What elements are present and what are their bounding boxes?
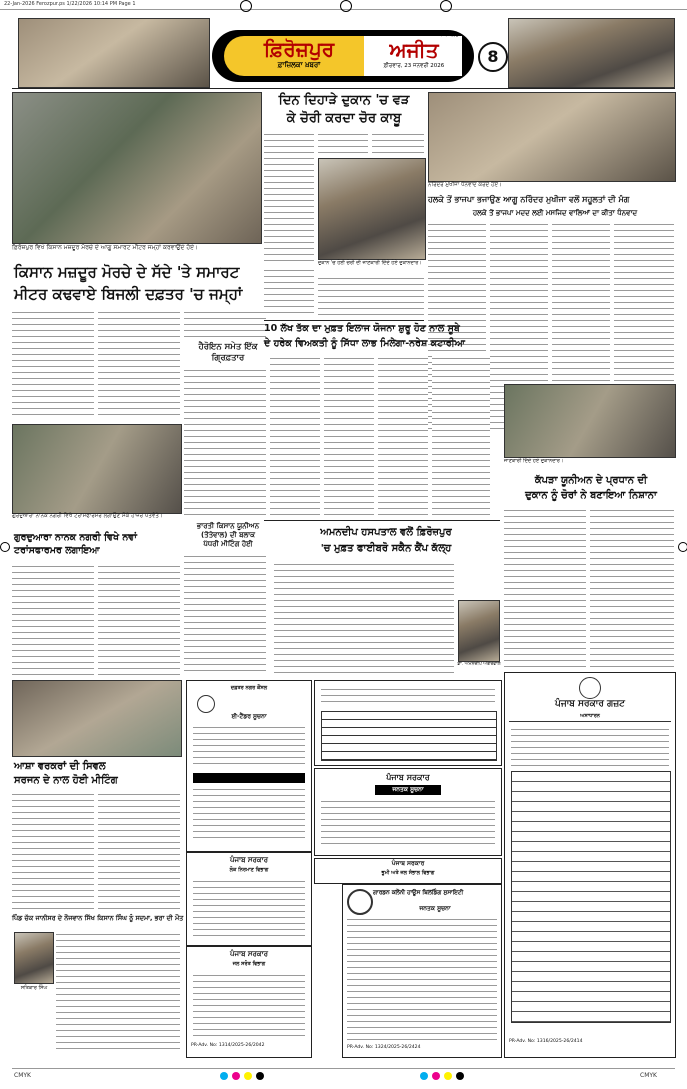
headline-obituary: ਪਿੰਡ ਚੱਕ ਜਾਨੀਸਰ ਦੇ ਨੌਜਵਾਨ ਸਿੱਖ ਕਿਸਾਨ ਸਿੰਘ ਨੂੰ ਸਦਮਾ, ਭਰਾ ਦੀ ਮੌਤ xyxy=(12,914,184,922)
color-swatch-magenta xyxy=(432,1072,440,1080)
ad-title: ਦਫ਼ਤਰ ਨਗਰ ਕੌਂਸਲ xyxy=(230,685,268,691)
photo-doctor xyxy=(458,600,500,662)
article-text xyxy=(270,356,320,516)
headline-shop-theft-2: ਕੇ ਚੋਰੀ ਕਰਦਾ ਚੋਰ ਕਾਬੂ xyxy=(286,111,402,126)
ad-text xyxy=(193,725,305,769)
article-text xyxy=(98,564,180,676)
ad-ro-number: PR-Adv. No: 1324/2025-26/2424 xyxy=(347,1045,421,1050)
divider xyxy=(264,320,424,321)
headline-mukhija: ਹਲਕੇ ਤੋਂ ਭਾਜਪਾ ਭਜਾਉਣ ਆਗੂ ਨਰਿੰਦਰ ਮੁਖੀਜਾ ਵਲੋਂ ਸਹੂਲਤਾਂ ਦੀ ਮੰਗ xyxy=(428,195,630,204)
headline-cloth-shop-1: ਕੱਪੜਾ ਯੂਨੀਅਨ ਦੇ ਪ੍ਰਧਾਨ ਦੀ xyxy=(534,475,648,486)
article-text xyxy=(98,792,180,910)
masthead-subtitle: ਫ਼ਾਜ਼ਿਲਕਾ ਖ਼ਬਰਾਂ xyxy=(277,61,321,69)
caption-farmers: ਫ਼ਿਰੋਜ਼ਪੁਰ ਵਿਖੇ ਕਿਸਾਨ ਮਜ਼ਦੂਰ ਮੋਰਚੇ ਦੇ ਆਗੂ ਸਮਾਰਟ ਮੀਟਰ ਜਮ੍ਹਾਂ ਕਰਵਾਉਂਦੇ ਹੋਏ। xyxy=(12,244,199,251)
registration-mark-icon xyxy=(0,542,10,552)
ad-punjab-govt-1 xyxy=(186,852,312,946)
ad-text xyxy=(321,799,495,849)
headline-health-scheme-2: ਦੇ ਹਰੇਕ ਵਿਅਕਤੀ ਨੂੰ ਸਿੱਧਾ ਲਾਭ ਮਿਲੇਗਾ-ਨਰੇਸ਼ ਕਟਾਰੀਆ xyxy=(264,338,465,349)
ad-title: ਪੰਜਾਬ ਸਰਕਾਰ xyxy=(229,856,268,864)
ad-text xyxy=(193,879,305,939)
caption-cloth-shop: ਜਾਣਕਾਰੀ ਦਿੰਦੇ ਹੋਏ ਦੁਕਾਨਦਾਰ। xyxy=(504,458,564,464)
article-text xyxy=(98,310,180,420)
color-swatch-yellow xyxy=(244,1072,252,1080)
photo-mukhija xyxy=(428,92,676,182)
article-text xyxy=(274,562,454,674)
caption-shop-theft: ਦੁਕਾਨ 'ਚ ਹੋਈ ਚੋਰੀ ਦੀ ਜਾਣਕਾਰੀ ਦਿੰਦੇ ਹੋਏ ਦੁਕਾਨਦਾਰ। xyxy=(318,260,422,266)
article-text xyxy=(378,356,428,516)
headline-hospital-2: 'ਚ ਮੁਫ਼ਤ ਫਾਈਬਰੋ ਸਕੈਨ ਕੈਂਪ ਕੱਲ੍ਹ xyxy=(320,543,452,554)
color-swatch-magenta xyxy=(232,1072,240,1080)
ad-tender-table xyxy=(314,680,502,766)
article-text xyxy=(504,508,586,668)
society-logo-icon xyxy=(347,889,373,915)
article-text xyxy=(614,222,674,382)
photo-shop-theft xyxy=(318,158,426,260)
headline-bku-2: (ਤੋਤੇਵਾਲ) ਦੀ ਬਲਾਕ xyxy=(201,531,255,539)
article-text xyxy=(372,132,424,154)
ad-subtitle: ਜਲ ਸਰੋਤ ਵਿਭਾਗ xyxy=(232,961,266,967)
footer-color-right: CMYK xyxy=(640,1072,657,1079)
masthead-photo-right xyxy=(508,18,675,88)
color-swatch-black xyxy=(256,1072,264,1080)
article-text xyxy=(184,310,266,340)
registration-mark-icon xyxy=(440,0,452,12)
ad-banner xyxy=(193,773,305,783)
subhead-mukhija: ਹਲਕੇ ਤੋਂ ਭਾਜਪਾ ਮਦਦ ਲਈ ਮਸਜਿਦ ਵਾਲਿਆਂ ਦਾ ਕੀਤਾ ਧੰਨਵਾਦ xyxy=(472,209,638,217)
headline-asha-1: ਆਸ਼ਾ ਵਰਕਰਾਂ ਦੀ ਸਿਵਲ xyxy=(14,761,106,772)
divider xyxy=(12,1068,675,1069)
color-swatch-black xyxy=(456,1072,464,1080)
caption-gurdwara: ਗੁਰਦੁਆਰਾ ਨਾਨਕ ਨਗਰੀ ਵਿਖੇ ਟਰਾਂਸਫਾਰਮਰ ਲਗਾਉਣ ਮੌਕੇ ਹਾਜ਼ਰ ਪਤਵੰਤੇ। xyxy=(12,513,163,519)
photo-gurdwara xyxy=(12,424,182,514)
ad-punjab-govt-4 xyxy=(314,858,502,884)
article-text xyxy=(12,564,94,676)
headline-smart-meters-2: ਮੀਟਰ ਕਢਵਾਏ ਬਿਜਲੀ ਦਫ਼ਤਰ 'ਚ ਜਮ੍ਹਾਂ xyxy=(14,285,243,303)
registration-mark-icon xyxy=(678,542,687,552)
ad-ro-number: PR-Adv. No: 1314/2025-26/2042 xyxy=(191,1043,265,1048)
ad-subtitle: ਜਨਤਕ ਸੂਚਨਾ xyxy=(419,905,451,912)
article-text xyxy=(12,310,94,420)
article-text xyxy=(184,554,266,676)
headline-gurdwara-2: ਟਰਾਂਸਫਾਰਮਰ ਲਗਾਇਆ xyxy=(14,545,100,556)
color-swatch-cyan xyxy=(420,1072,428,1080)
ad-punjab-govt-2 xyxy=(314,768,502,856)
divider xyxy=(12,88,675,89)
article-text xyxy=(12,792,94,910)
headline-hospital-1: ਅਮਨਦੀਪ ਹਸਪਤਾਲ ਵਲੋਂ ਫ਼ਿਰੋਜ਼ਪੁਰ xyxy=(320,527,452,538)
photo-cloth-shop xyxy=(504,384,676,458)
ad-subtitle: ਅਸਾਧਾਰਨ xyxy=(580,713,600,719)
footer-color-left: CMYK xyxy=(14,1072,31,1079)
ad-subtitle: ਜਨਤਕ ਸੂਚਨਾ xyxy=(392,786,424,793)
headline-bku-1: ਭਾਰਤੀ ਕਿਸਾਨ ਯੂਨੀਅਨ xyxy=(196,522,260,530)
ad-punjab-govt-3 xyxy=(186,946,312,1058)
article-text xyxy=(56,932,180,1052)
ad-text xyxy=(193,787,305,843)
ad-text xyxy=(321,687,495,707)
headline-health-scheme-1: 10 ਲੱਖ ਤੱਕ ਦਾ ਮੁਫ਼ਤ ਇਲਾਜ ਯੋਜਨਾ ਸ਼ੁਰੂ ਹੋਣ ਨਾਲ ਸੂਬੇ xyxy=(264,323,460,334)
headline-heroin: ਹੈਰੋਇਨ ਸਮੇਤ ਇੱਕ ਗ੍ਰਿਫ਼ਤਾਰ xyxy=(198,342,258,363)
divider xyxy=(509,721,671,722)
ad-subtitle: ਲੋਕ ਨਿਰਮਾਣ ਵਿਭਾਗ xyxy=(229,867,269,873)
ad-text xyxy=(511,727,669,767)
masthead xyxy=(212,30,474,82)
emblem-icon xyxy=(197,695,215,713)
photo-obituary xyxy=(14,932,54,984)
ad-society-notice xyxy=(342,884,502,1058)
divider xyxy=(264,520,500,521)
masthead-photo-left xyxy=(18,18,210,88)
tender-table xyxy=(321,711,497,761)
masthead-paper-top: ਅਜੀਤ, ਬੱਲੇਚਾ xyxy=(433,32,460,38)
page-number: 8 xyxy=(478,42,508,72)
ad-nagar-council xyxy=(186,680,312,852)
caption-doctor: ਡਾ. ਅਮਨਦੀਪ ਅੱਗਰਵਾਲ xyxy=(457,662,501,667)
color-swatch-yellow xyxy=(444,1072,452,1080)
registration-mark-icon xyxy=(340,0,352,12)
headline-shop-theft-1: ਦਿਨ ਦਿਹਾੜੇ ਦੁਕਾਨ 'ਚ ਵੜ xyxy=(278,93,410,108)
headline-cloth-shop-2: ਦੁਕਾਨ ਨੂੰ ਚੋਰਾਂ ਨੇ ਬਣਾਇਆ ਨਿਸ਼ਾਨਾ xyxy=(525,490,657,501)
headline-smart-meters-1: ਕਿਸਾਨ ਮਜ਼ਦੂਰ ਮੋਰਚੇ ਦੇ ਸੱਦੇ 'ਤੇ ਸਮਾਰਟ xyxy=(14,263,240,281)
ad-text xyxy=(193,973,305,1037)
masthead-paper: ਅਜੀਤ xyxy=(389,38,439,62)
gazette-table xyxy=(511,771,671,1023)
ad-text xyxy=(347,917,497,1041)
masthead-city: ਫ਼ਿਰੋਜ਼ਪੁਰ xyxy=(263,37,335,61)
article-text xyxy=(264,268,314,316)
color-swatch-cyan xyxy=(220,1072,228,1080)
article-text xyxy=(590,508,674,668)
headline-gurdwara-1: ਗੁਰਦੁਆਰਾ ਨਾਨਕ ਨਗਰੀ ਵਿਖੇ ਨਵਾਂ xyxy=(14,532,137,543)
masthead-date: ਫ਼ੀਰਵਾਰ, 23 ਜਨਵਰੀ 2026 xyxy=(383,63,445,69)
spacer xyxy=(314,856,342,1056)
ad-subtitle: ਭੂਮੀ ਅਤੇ ਜਲ ਸੰਭਾਲ ਵਿਭਾਗ xyxy=(381,870,435,876)
article-text xyxy=(264,132,314,264)
ad-subtitle: ਈ-ਟੈਂਡਰ ਸੂਚਨਾ xyxy=(231,713,267,720)
ad-title: ਗਾਰਡਨ ਕਲੋਨੀ ਹਾਊਸ ਬਿਲਡਿੰਗ ਸੁਸਾਇਟੀ xyxy=(373,890,464,896)
article-text xyxy=(324,356,374,516)
ad-gazette xyxy=(504,672,676,1058)
article-text xyxy=(318,276,424,316)
ad-title: ਪੰਜਾਬ ਸਰਕਾਰ xyxy=(386,773,430,782)
article-text xyxy=(318,132,368,154)
registration-mark-icon xyxy=(240,0,252,12)
article-text xyxy=(184,368,266,518)
photo-farmers-meters xyxy=(12,92,262,244)
ad-title: ਪੰਜਾਬ ਸਰਕਾਰ xyxy=(391,860,425,867)
caption-mukhija: ਨਰਿੰਦਰ ਮੁਖੀਜਾ ਧੰਨਵਾਦ ਕਰਦੇ ਹੋਏ। xyxy=(428,182,502,188)
emblem-icon xyxy=(579,677,601,699)
caption-obituary: ਸਤਿਕਾਰ ਸਿੰਘ xyxy=(20,985,48,991)
print-slug-text: 22-Jan-2026 Ferozpur.ps 1/22/2026 10:14 PM Page 1 xyxy=(4,1,136,7)
photo-asha-workers xyxy=(12,680,182,757)
headline-asha-2: ਸਰਜਨ ਦੇ ਨਾਲ ਹੋਈ ਮੀਟਿੰਗ xyxy=(14,775,118,786)
headline-bku-3: ਪੱਧਰੀ ਮੀਟਿੰਗ ਹੋਈ xyxy=(203,540,253,548)
article-text xyxy=(432,356,490,516)
ad-title: ਪੰਜਾਬ ਸਰਕਾਰ xyxy=(229,950,268,958)
ad-ro-number: PR-Adv. No: 1316/2025-26/2414 xyxy=(509,1039,583,1044)
ad-title: ਪੰਜਾਬ ਸਰਕਾਰ ਗਜ਼ਟ xyxy=(555,699,625,709)
